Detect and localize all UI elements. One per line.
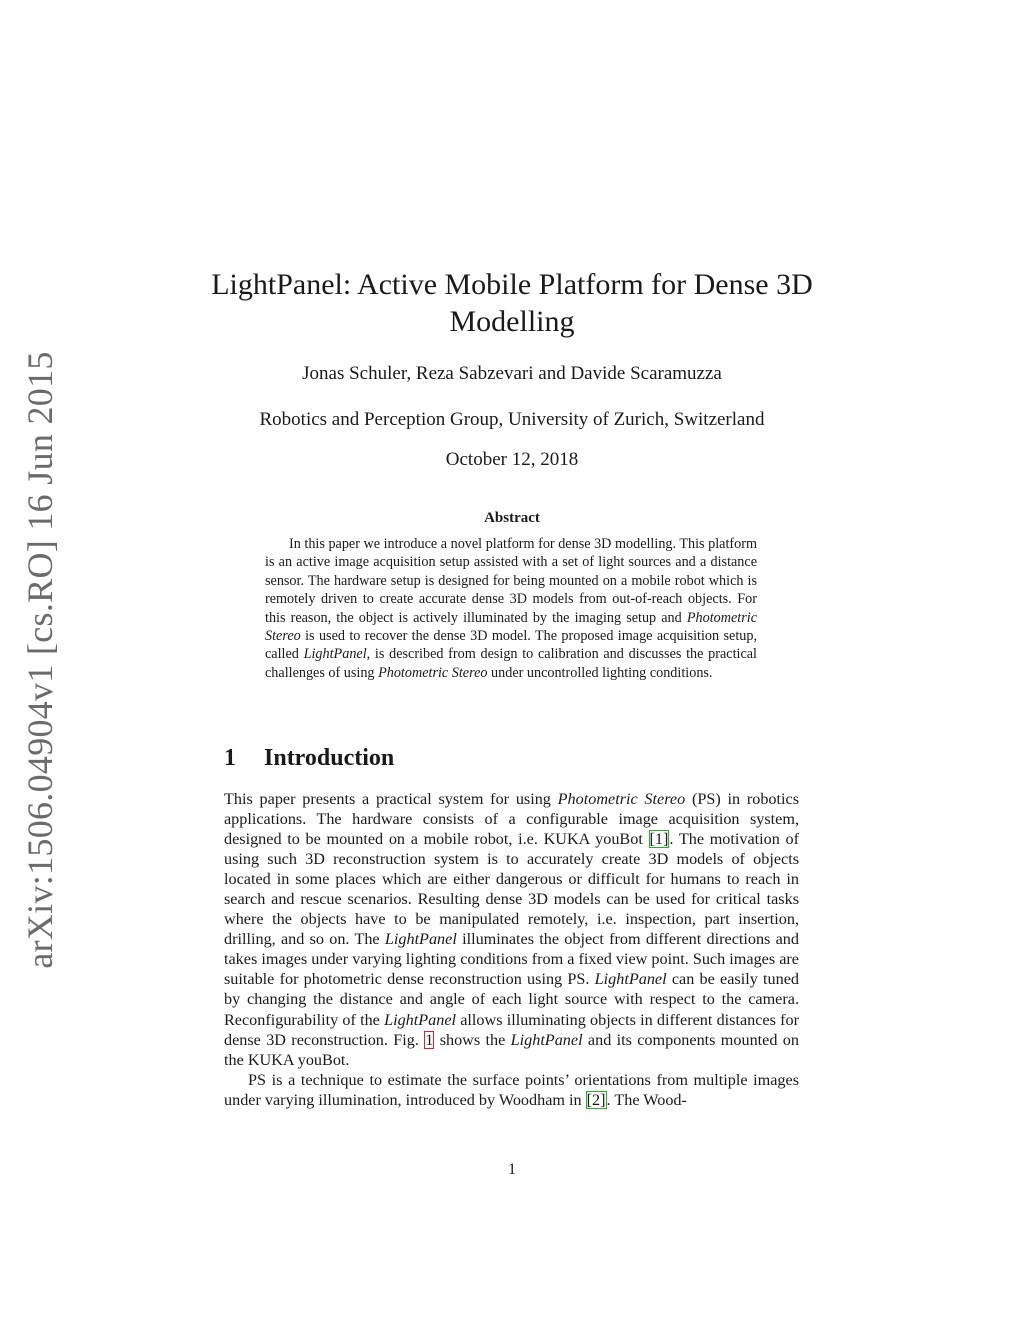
paragraph-emphasis: LightPanel (384, 930, 457, 949)
section-heading-introduction (224, 745, 394, 772)
paragraph-text: allows illuminating objects in different distances for dense 3D reconstruction. Fig. (224, 1010, 799, 1049)
abstract-heading: Abstract (484, 510, 540, 526)
section-number: 1 (224, 745, 236, 771)
paragraph-emphasis: LightPanel (384, 1010, 457, 1029)
paragraph-text: and its components mounted on the KUKA youBot. (224, 1030, 799, 1069)
abstract-text: , is described from design to calibration and discusses the practical challenges of using (265, 646, 757, 681)
paragraph (224, 789, 799, 1070)
paragraph-text: PS is a technique to estimate the surface points’ orientations from multiple images under varying illumination, introduced by Woodham in (224, 1070, 799, 1109)
abstract-emphasis: Photometric Stereo (378, 664, 488, 681)
citation-link[interactable]: [2] (586, 1090, 606, 1109)
paragraph-emphasis: Photometric Stereo (557, 790, 686, 808)
paper-title-line-1: LightPanel: Active Mobile Platform for Dense 3D (211, 268, 813, 301)
paragraph-text: (PS) in robotics applications. The hardware consists of a configurable image acquisition system, designed to be mounted on a mobile robot, i.e. KUKA youBot (224, 790, 800, 849)
paragraph-text: shows the (434, 1030, 511, 1049)
abstract-emphasis: LightPanel (303, 646, 367, 663)
paper-title (0, 266, 1024, 340)
section-title: Introduction (264, 745, 395, 771)
paragraph-emphasis: LightPanel (510, 1030, 583, 1049)
page-number: 1 (508, 1161, 516, 1178)
author-list: Jonas Schuler, Reza Sabzevari and Davide Scaramuzza (302, 363, 722, 384)
arxiv-identifier-stamp: arXiv:1506.04904v1 [cs.RO] 16 Jun 2015 (20, 351, 60, 969)
abstract-emphasis: Photometric Stereo (265, 609, 757, 645)
publication-date: October 12, 2018 (445, 449, 579, 470)
paragraph-emphasis: LightPanel (594, 970, 667, 989)
paragraph (224, 1070, 799, 1110)
paragraph-text: . The Wood- (606, 1090, 687, 1109)
abstract-text: In this paper we introduce a novel platform for dense 3D modelling. This platform is an active image acquisition setup assisted with a set of light sources and a distance sensor. The hardware setup is designed for being mounted on a mobile robot which is remotely driven to create accurate dense 3D models from out-of-reach objects. For this reason, the object is actively illuminated by the imaging setup and (265, 536, 757, 626)
paper-title-line-2: Modelling (449, 305, 575, 338)
paragraph-text: This paper presents a practical system for using (224, 790, 558, 808)
figure-reference-link[interactable]: 1 (425, 1030, 434, 1049)
paragraph-text: can be easily tuned by changing the distance and angle of each light source with respect to the camera. Reconfigurability of the (224, 970, 799, 1029)
citation-link[interactable]: [1] (649, 830, 669, 849)
abstract-text: is used to recover the dense 3D model. The proposed image acquisition setup, called (265, 628, 757, 663)
affiliation: Robotics and Perception Group, University of Zurich, Switzerland (259, 409, 765, 430)
paragraph-text: illuminates the object from different directions and takes images under varying lighting conditions from a fixed view point. Such images are suitable for photometric dense reconstruction using PS. (224, 930, 799, 989)
paragraph-text: . The motivation of using such 3D reconstruction system is to accurately create 3D models of objects located in some places which are either dangerous or difficult for humans to reach in search and rescue scenarios. Resulting dense 3D models can be used for critical tasks where the objects have to be manipulated remotely, i.e. inspection, part insertion, drilling, and so on. The (224, 830, 800, 949)
abstract-body (265, 535, 757, 682)
abstract-text: under uncontrolled lighting conditions. (487, 664, 713, 681)
introduction-body (224, 789, 799, 1110)
